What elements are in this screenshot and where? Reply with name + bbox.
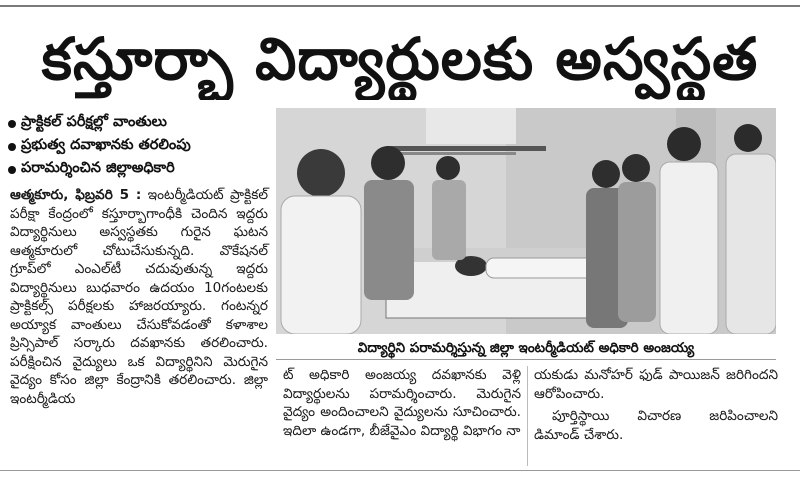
article-column-2 [283, 366, 521, 440]
news-photo [276, 108, 776, 334]
bullet-dot-icon [8, 120, 16, 128]
bullet-item [8, 112, 270, 135]
article-text-col3b: పూర్తిస్థాయి విచారణ జరిపించాలని డిమాండ్ చేశారు. [534, 408, 778, 443]
bullet-text: పరామర్శించిన జిల్లాఅధికారి [21, 159, 175, 176]
bottom-rule [0, 470, 800, 471]
article-text-col3: యకుడు మనోహర్ ఫుడ్ పాయిజన్ జరిగిందని ఆరోపించారు. [534, 367, 778, 402]
top-rule [0, 5, 800, 7]
subheadline-bullets [8, 112, 270, 181]
bullet-dot-icon [8, 166, 16, 174]
bullet-item [8, 135, 270, 158]
article-column-1 [10, 186, 268, 408]
bullet-text: ప్రాక్టికల్ పరీక్షల్లో వాంతులు [21, 113, 167, 130]
photo-caption: విద్యార్థిని పరామర్శిస్తున్న జిల్లా ఇంటర్మీడియట్ అధికారి అంజయ్య [276, 337, 776, 360]
article-text-col1: ఇంటర్మీడియట్ ప్రాక్టికల్ పరీక్షా కేంద్రంలో కస్తూర్బాగాంధీకి చెందిన ఇద్దరు విద్యార్థినులు అస్వస్థతకు గురైన ఘటన ఆత్మకూరులో చోటుచేసుకున్నది. వొకేషనల్ గ్రూప్‌లో ఎంఎల్‌టీ చదువుతున్న ఇద్దరు విద్యార్థినులు బుధవారం ఉదయం 10గంటలకు ప్రాక్టికల్స్ పరీక్షలకు హాజరయ్యారు. గంటన్నర అయ్యాక వాంతులు చేసుకోవడంతో కళాశాల ప్రిన్సిపాల్ సర్కారు దవఖానకు తరలించారు. పరీక్షించిన వైద్యులు ఒక విద్యార్థినిని మెరుగైన వైద్యం కోసం జిల్లా కేంద్రానికి తరలించారు. జిల్లా ఇంటర్మీడియ [10, 187, 268, 407]
article-column-3 [534, 366, 778, 444]
column-divider [527, 366, 528, 466]
dateline: ఆత్మకూరు, ఫిబ్రవరి 5 : [10, 187, 142, 203]
bullet-dot-icon [8, 143, 16, 151]
hospital-scene-image [276, 108, 776, 334]
article-text-col2: ట్ అధికారి అంజయ్య దవఖానకు వెళ్లి విద్యార్థులను పరామర్శించారు. మెరుగైన వైద్యం అందించాలని వైద్యులను సూచించారు. ఇదిలా ఉండగా, బీజేవైఎం విద్యార్థి విభాగం నా [283, 367, 521, 439]
bullet-item [8, 158, 270, 181]
headline: కస్తూర్బా విద్యార్థులకు అస్వస్థత [41, 25, 759, 93]
bullet-text: ప్రభుత్వ దవాఖానకు తరలింపు [21, 136, 191, 153]
